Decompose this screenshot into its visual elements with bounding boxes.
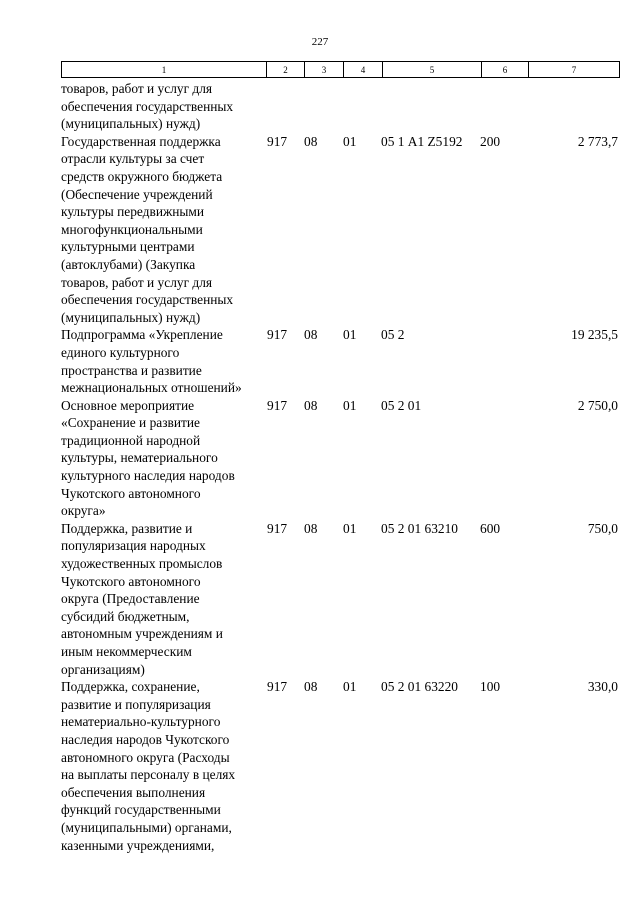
row-description: Государственная поддержка отрасли культуры за счет средств окружного бюджета (Обеспечение учреждений культуры передвижными многофункциональными культурными центрами (автоклубами) (Закупка товаров, работ и услуг для обеспечения государственных (муниципальных) нужд) (61, 133, 234, 325)
budget-table-body (61, 80, 621, 854)
target-article-code: 05 1 А1 Z5192 (381, 133, 463, 149)
section-code: 08 (304, 397, 318, 413)
row-description: Поддержка, сохранение, развитие и популяризация нематериально-культурного наследия народов Чукотского автономного округа (Расходы на выплаты персоналу в целях обеспечения выполнения функций государственными (муниципальными) органами, казенными учреждениями, (61, 679, 236, 853)
column-header-3: 3 (305, 62, 344, 78)
subsection-code: 01 (343, 520, 357, 536)
row-description: товаров, работ и услуг для обеспечения государственных (муниципальных) нужд) (61, 81, 234, 132)
ministry-code: 917 (267, 679, 288, 695)
column-header-4: 4 (344, 62, 383, 78)
column-header-6: 6 (482, 62, 529, 78)
amount-value: 19 235,5 (571, 327, 618, 343)
row-description: Подпрограмма «Укрепление единого культурного пространства и развитие межнациональных отношений» (61, 327, 242, 396)
expense-type-code: 100 (480, 679, 501, 695)
column-header-table (61, 61, 620, 78)
ministry-code: 917 (267, 520, 288, 536)
table-row (61, 80, 621, 133)
column-header-7: 7 (529, 62, 620, 78)
subsection-code: 01 (343, 397, 357, 413)
section-code: 08 (304, 520, 318, 536)
ministry-code: 917 (267, 327, 288, 343)
target-article-code: 05 2 (381, 327, 405, 343)
target-article-code: 05 2 01 (381, 397, 422, 413)
amount-value: 330,0 (587, 679, 618, 695)
table-row (61, 326, 621, 396)
table-row (61, 133, 621, 327)
subsection-code: 01 (343, 327, 357, 343)
subsection-code: 01 (343, 679, 357, 695)
column-header-5: 5 (383, 62, 482, 78)
row-description: Поддержка, развитие и популяризация народных художественных промыслов Чукотского автономного округа (Предоставление субсидий бюджетным, автономным учреждениям и иным некоммерческим организациям) (61, 520, 223, 677)
row-description: Основное мероприятие «Сохранение и развитие традиционной народной культуры, нематериального культурного наследия народов Чукотского автономного округа» (61, 397, 235, 519)
table-row (61, 397, 621, 520)
ministry-code: 917 (267, 133, 288, 149)
amount-value: 750,0 (587, 520, 618, 536)
column-header-1: 1 (62, 62, 267, 78)
ministry-code: 917 (267, 397, 288, 413)
amount-value: 2 773,7 (577, 133, 618, 149)
page-number: 227 (311, 36, 329, 48)
column-header-2: 2 (267, 62, 305, 78)
target-article-code: 05 2 01 63210 (381, 520, 458, 536)
expense-type-code: 600 (480, 520, 501, 536)
expense-type-code: 200 (480, 133, 501, 149)
column-header-row (62, 62, 620, 78)
target-article-code: 05 2 01 63220 (381, 679, 458, 695)
section-code: 08 (304, 327, 318, 343)
amount-value: 2 750,0 (577, 397, 618, 413)
table-row (61, 520, 621, 678)
subsection-code: 01 (343, 133, 357, 149)
table-row (61, 678, 621, 854)
section-code: 08 (304, 679, 318, 695)
section-code: 08 (304, 133, 318, 149)
